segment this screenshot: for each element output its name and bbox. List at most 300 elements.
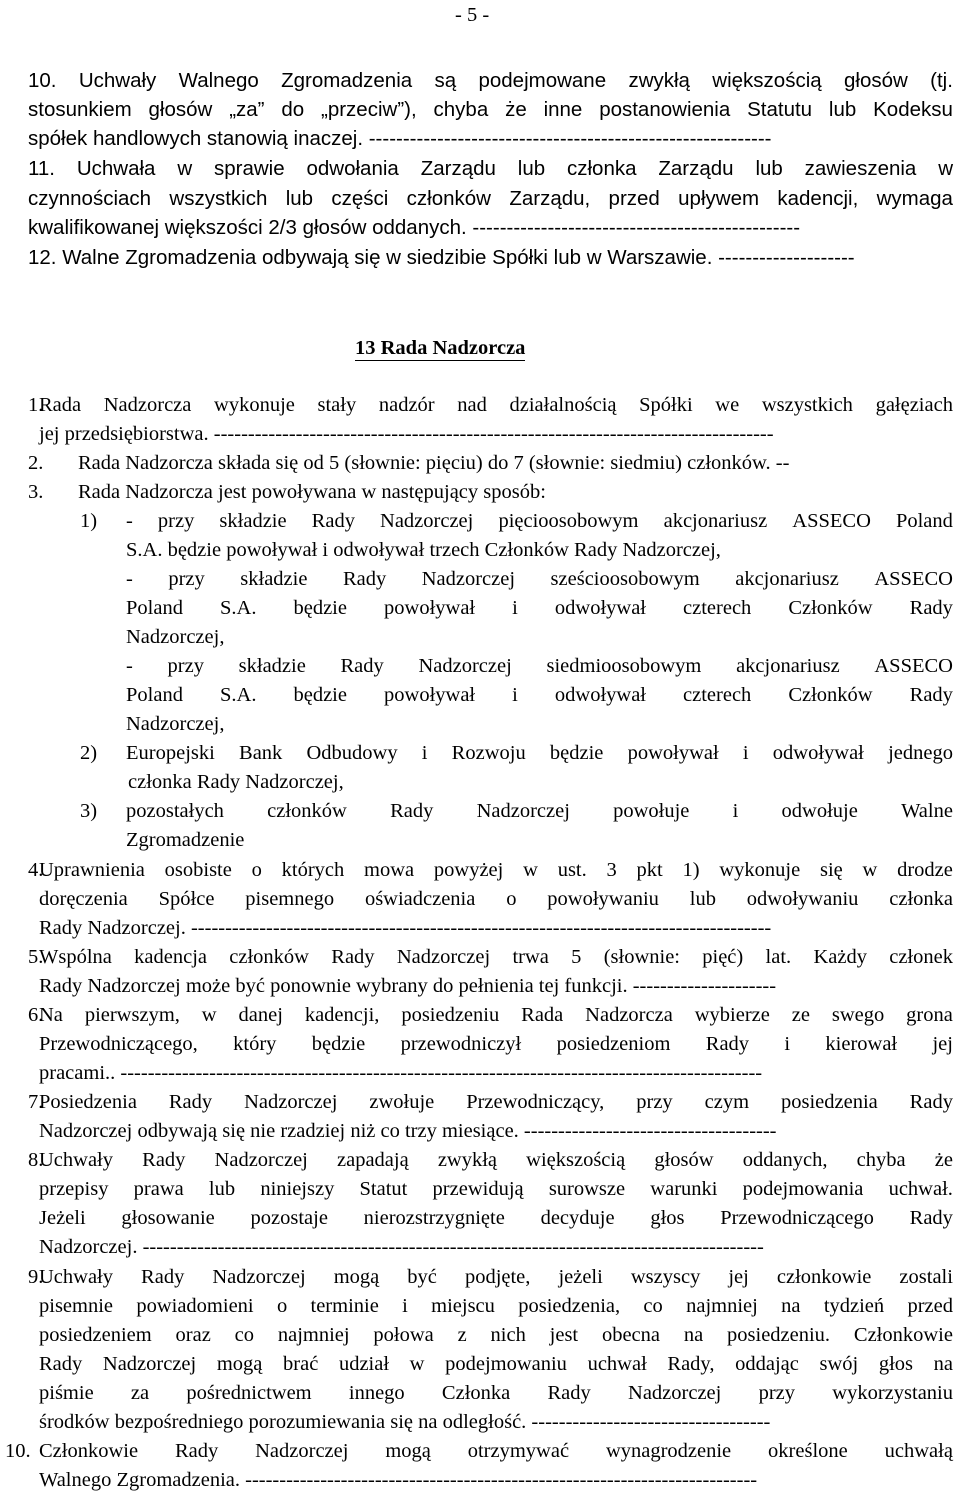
word: odwoływaniu [746, 888, 859, 910]
word: nadzór [378, 394, 435, 416]
word: Statut [359, 1178, 408, 1200]
word: i [421, 742, 428, 764]
item-number: 1. [28, 394, 44, 416]
word: doręczenia [39, 888, 128, 910]
word: lub [285, 187, 314, 210]
word: których [281, 859, 345, 881]
word: podjęte, [464, 1266, 531, 1288]
word: wynagrodzenie [605, 1440, 732, 1462]
word: Poland [895, 510, 953, 532]
word: pierwszym, [84, 1004, 180, 1026]
word: trwa [512, 946, 549, 968]
word: 11. [28, 157, 55, 180]
word: S.A. [219, 597, 257, 619]
word: Uchwały [78, 69, 157, 92]
word: lub [517, 157, 546, 180]
word: na [683, 1324, 704, 1346]
line-text: środków bezpośredniego porozumiewania się na odległość. ----------------------------------- [39, 1411, 771, 1433]
word: pkt [636, 859, 663, 881]
word: jej [728, 1266, 749, 1288]
word: kadencja [134, 946, 207, 968]
word: są [434, 69, 457, 92]
word: członków [267, 800, 347, 822]
word: przy [636, 1091, 673, 1113]
word: 10. [28, 69, 57, 92]
word: inne [543, 98, 583, 121]
word: Rozwoju [451, 742, 526, 764]
word: wybierze [694, 1004, 770, 1026]
word: wszystkich [169, 187, 268, 210]
word: Spółki [639, 394, 693, 416]
word: lat. [765, 946, 792, 968]
word: powoływał [384, 684, 476, 706]
word: który [233, 1033, 277, 1055]
sub-item-number: 1) [80, 510, 98, 532]
text-line [0, 1465, 960, 1495]
word: Rada [521, 1004, 564, 1026]
word: odwoływał [772, 742, 864, 764]
word: Odbudowy [306, 742, 398, 764]
line-text: Rady Nadzorczej może być ponownie wybrany do pełnienia tej funkcji. --------------------- [39, 975, 777, 997]
word: i [732, 800, 739, 822]
text-line [0, 942, 960, 972]
word: ust. [557, 859, 587, 881]
word: że [934, 1149, 953, 1171]
word: w [409, 1353, 425, 1375]
word: sześcioosobowym [550, 568, 700, 590]
word: zapadają [337, 1149, 409, 1171]
word: składzie [238, 655, 306, 677]
word: odwołuje [781, 800, 858, 822]
word: większością [712, 69, 822, 92]
text-line [0, 154, 960, 184]
word: mowa [364, 859, 415, 881]
text-line [0, 1262, 960, 1292]
word: Nadzorczej [476, 800, 570, 822]
word: czym [704, 1091, 750, 1113]
word: Rady [340, 655, 384, 677]
item-number: 9. [28, 1266, 44, 1288]
word: działalnością [509, 394, 617, 416]
word: Nadzorcza [585, 1004, 673, 1026]
word: Nadzorczej [214, 1149, 308, 1171]
line-justified [39, 1291, 953, 1321]
word: akcjonariusz [735, 568, 839, 590]
word: surowsze [548, 1178, 626, 1200]
word: Nadzorczej [102, 1353, 197, 1375]
word: członek [889, 946, 953, 968]
word: akcjonariusz [736, 655, 840, 677]
line-justified [39, 1000, 953, 1030]
word: zwołuje [369, 1091, 435, 1113]
word: obecna [601, 1324, 660, 1346]
line-justified [39, 1349, 953, 1379]
text-line [0, 1349, 960, 1379]
word: ze [791, 1004, 810, 1026]
text-line [0, 913, 960, 943]
sub-item-number: 3) [80, 800, 98, 822]
word: Nadzorczej [212, 1266, 306, 1288]
word: stosunkiem [28, 98, 132, 121]
word: siedmioosobowym [546, 655, 702, 677]
word: piśmie [39, 1382, 94, 1404]
word: czterech [683, 597, 752, 619]
word: składzie [219, 510, 287, 532]
item-number: 6. [28, 1004, 44, 1026]
line-justified [28, 66, 953, 96]
line-justified [39, 1145, 953, 1175]
word: powoływał [627, 742, 719, 764]
line-justified [39, 1203, 953, 1233]
word: pisemnie [39, 1295, 114, 1317]
word: w [862, 859, 878, 881]
word: uchwałą [884, 1440, 953, 1462]
word: głosów [654, 1149, 714, 1171]
word: nad [457, 394, 487, 416]
word: jednego [888, 742, 953, 764]
word: oświadczenia [364, 888, 476, 910]
text-line [0, 1145, 960, 1175]
text-line [0, 213, 960, 243]
text-line [0, 622, 960, 652]
text-line [0, 651, 960, 681]
word: uchwał. [888, 1178, 953, 1200]
word: o [251, 859, 262, 881]
word: kadencji, [777, 187, 859, 210]
word: zostali [899, 1266, 953, 1288]
word: członków [406, 187, 491, 210]
heading-underline [355, 360, 525, 361]
word: lub [208, 1178, 236, 1200]
word: głosowanie [121, 1207, 215, 1229]
word: miejscu [431, 1295, 495, 1317]
word: gałęziach [875, 394, 953, 416]
word: Zarządu, [509, 187, 591, 210]
line-text: Rada Nadzorcza składa się od 5 (słownie: pięciu) do 7 (słownie: siedmiu) członków. -- [78, 452, 790, 474]
word: postanowienia [599, 98, 731, 121]
text-line [0, 506, 960, 536]
line-text: pracami.. ---------------------------------------------------------------------------------------------- [39, 1062, 763, 1084]
word: głos [650, 1207, 685, 1229]
word: odwoływał [554, 684, 646, 706]
word: Posiedzenia [39, 1091, 137, 1113]
word: wykonuje [214, 394, 295, 416]
word: Walnego [178, 69, 259, 92]
sub-item-number: 2) [80, 742, 98, 764]
word: Rady [39, 1353, 83, 1375]
word: i [742, 742, 749, 764]
word: we [715, 394, 740, 416]
word: z [457, 1324, 467, 1346]
word: Uchwała [76, 157, 156, 180]
word: co [234, 1324, 255, 1346]
word: pisemnego [245, 888, 335, 910]
word: Nadzorczej [396, 946, 491, 968]
word: posiedzeniu [401, 1004, 500, 1026]
word: Członków [788, 597, 873, 619]
text-line [0, 593, 960, 623]
word: najmniej [686, 1295, 758, 1317]
word: Zarządu [420, 157, 496, 180]
line-justified [28, 154, 953, 184]
word: pozostaje [250, 1207, 328, 1229]
word: na [781, 1295, 801, 1317]
word: sprawie [214, 157, 285, 180]
word: Spółce [158, 888, 215, 910]
word: w [938, 157, 953, 180]
word: wymaga [876, 187, 953, 210]
line-justified [126, 680, 953, 710]
word: lub [689, 888, 716, 910]
word: że [505, 98, 527, 121]
word: Rady [909, 1207, 953, 1229]
word: członka [889, 888, 953, 910]
text-line [0, 1116, 960, 1146]
word: Rada [39, 394, 82, 416]
word: pośrednictwem [186, 1382, 312, 1404]
word: Uprawnienia [39, 859, 145, 881]
word: podejmowane [478, 69, 607, 92]
item-number: 2. [28, 452, 44, 474]
line-justified [39, 1087, 953, 1117]
word: Nadzorczej [255, 1440, 349, 1462]
word: do [281, 98, 305, 121]
word: Poland [126, 597, 183, 619]
word: Rady [390, 800, 434, 822]
word: - [126, 655, 133, 677]
word: na [933, 1353, 953, 1375]
item-number: 10. [5, 1440, 31, 1462]
word: w [523, 859, 538, 881]
word: Rady [168, 1091, 213, 1113]
word: oddanych, [742, 1149, 828, 1171]
word: będzie [311, 1033, 366, 1055]
text-line [0, 767, 960, 797]
text-line [0, 1000, 960, 1030]
word: Wspólna [39, 946, 112, 968]
word: Nadzorczej [380, 510, 474, 532]
word: będzie [549, 742, 604, 764]
word: Na [39, 1004, 63, 1026]
word: jest [549, 1324, 579, 1346]
line-text: Rada Nadzorcza jest powoływana w następujący sposób: [78, 481, 546, 503]
text-line [0, 564, 960, 594]
word: przed [608, 187, 660, 210]
word: stały [317, 394, 357, 416]
line-text: kwalifikowanej większości 2/3 głosów oddanych. ------------------------------------------------ [28, 216, 801, 239]
word: przed [907, 1295, 953, 1317]
text-line [0, 855, 960, 885]
word: 1) [682, 859, 700, 881]
word: osobiste [164, 859, 232, 881]
word: Zgromadzenia [281, 69, 413, 92]
word: co [643, 1295, 663, 1317]
item-number: 4. [28, 859, 44, 881]
word: członkowie [776, 1266, 872, 1288]
word: głosów [148, 98, 213, 121]
line-justified [39, 1174, 953, 1204]
word: Walne [901, 800, 953, 822]
word: niniejszy [260, 1178, 335, 1200]
word: i [784, 1033, 791, 1055]
line-text: Rady Nadzorczej. ------------------------------------------------------------------------------------- [39, 917, 772, 939]
line-justified [126, 564, 953, 594]
word: Przewodniczącego [720, 1207, 874, 1229]
text-line [0, 66, 960, 96]
text-line [0, 1378, 960, 1408]
word: pięć) [702, 946, 744, 968]
word: określone [768, 1440, 848, 1462]
item-number: 7. [28, 1091, 44, 1113]
section-heading-text: 13 Rada Nadzorcza [355, 337, 526, 359]
word: przy [168, 568, 205, 590]
word: posiedzeniom [556, 1033, 671, 1055]
word: Rady [342, 568, 387, 590]
word: - [126, 568, 133, 590]
word: nierozstrzygnięte [363, 1207, 505, 1229]
text-line [0, 796, 960, 826]
item-number: 5. [28, 946, 44, 968]
word: przepisy [39, 1178, 109, 1200]
text-line [0, 709, 960, 739]
word: głosów [844, 69, 908, 92]
line-justified [39, 1262, 953, 1292]
word: Rady [547, 1382, 591, 1404]
word: i [402, 1295, 408, 1317]
word: powyżej [433, 859, 504, 881]
text-line [0, 448, 960, 478]
line-text: jej przedsiębiorstwa. ---------------------------------------------------------------------------------- [39, 423, 774, 445]
word: podejmowaniu [445, 1353, 567, 1375]
text-line [0, 1407, 960, 1437]
line-text: Nadzorczej, [126, 713, 225, 735]
word: Statutu [747, 98, 813, 121]
word: o [506, 888, 517, 910]
word: przewodniczył [400, 1033, 522, 1055]
word: przy [157, 510, 195, 532]
text-line [0, 1291, 960, 1321]
word: wykonuje [719, 859, 801, 881]
text-line [0, 390, 960, 420]
word: Nadzorcza [103, 394, 192, 416]
text-line [0, 1087, 960, 1117]
word: Kodeksu [873, 98, 953, 121]
word: upływem [678, 187, 760, 210]
word: mogą [385, 1440, 431, 1462]
word: „przeciw”), [321, 98, 417, 121]
word: przy [758, 1382, 796, 1404]
word: Członków [788, 684, 873, 706]
word: Rady [909, 684, 953, 706]
text-line [0, 680, 960, 710]
line-text: S.A. będzie powoływał i odwoływał trzech Członków Rady Nadzorczej, [126, 539, 721, 561]
text-line [0, 95, 960, 125]
line-text: Nadzorczej odbywają się nie rzadziej niż co trzy miesiące. ------------------------------------- [39, 1120, 777, 1142]
text-line [0, 243, 960, 273]
word: kadencji, [304, 1004, 380, 1026]
word: posiedzenia, [518, 1295, 621, 1317]
word: jeżeli [558, 1266, 603, 1288]
word: powołuje [613, 800, 690, 822]
word: zwykłą [628, 69, 690, 92]
word: powoływał [384, 597, 476, 619]
text-line [0, 738, 960, 768]
text-line [0, 1436, 960, 1466]
word: za [130, 1382, 150, 1404]
word: połowa [373, 1324, 434, 1346]
word: warunki [650, 1178, 718, 1200]
word: oraz [175, 1324, 211, 1346]
word: posiedzeniu. [727, 1324, 831, 1346]
line-justified [39, 855, 953, 885]
word: i [512, 597, 518, 619]
line-justified [39, 1436, 953, 1466]
line-justified [28, 95, 953, 125]
line-justified [39, 390, 953, 420]
word: drodze [897, 859, 953, 881]
word: danej [238, 1004, 283, 1026]
word: kierował [825, 1033, 898, 1055]
word: brać [283, 1353, 319, 1375]
word: innego [348, 1382, 405, 1404]
word: Nadzorczej [628, 1382, 722, 1404]
text-line [0, 1203, 960, 1233]
word: Każdy [813, 946, 867, 968]
line-justified [28, 184, 953, 214]
word: Rady [311, 510, 355, 532]
word: głos [878, 1353, 914, 1375]
word: Europejski [126, 742, 215, 764]
word: - [126, 510, 133, 532]
word: i [512, 684, 518, 706]
word: Rady [174, 1440, 219, 1462]
word: Przewodniczącego, [39, 1033, 198, 1055]
word: czterech [683, 684, 752, 706]
word: zwykłą [437, 1149, 498, 1171]
word: powiadomieni [136, 1295, 254, 1317]
text-line [0, 184, 960, 214]
word: ASSECO [792, 510, 871, 532]
word: się [819, 859, 843, 881]
word: Rady [909, 597, 953, 619]
word: Uchwały [39, 1149, 114, 1171]
word: będzie [293, 597, 347, 619]
section-heading [355, 333, 525, 363]
word: decyduje [540, 1207, 615, 1229]
word: Rady [142, 1149, 186, 1171]
word: lub [755, 157, 783, 180]
word: Rady [141, 1266, 185, 1288]
word: Poland [126, 684, 183, 706]
line-justified [39, 1029, 953, 1059]
word: części [331, 187, 389, 210]
word: czynnościach [28, 187, 152, 210]
word: Rady [331, 946, 375, 968]
word: większością [526, 1149, 626, 1171]
word: zawieszenia [804, 157, 917, 180]
word: chyba [856, 1149, 906, 1171]
word: (słownie: [603, 946, 680, 968]
word: odwoływał [554, 597, 646, 619]
word: być [407, 1266, 437, 1288]
word: grona [906, 1004, 953, 1026]
word: członków [229, 946, 309, 968]
word: pozostałych [126, 800, 224, 822]
word: otrzymywać [467, 1440, 570, 1462]
word: odwołania [306, 157, 399, 180]
word: uchwał [587, 1353, 647, 1375]
word: swój [819, 1353, 859, 1375]
